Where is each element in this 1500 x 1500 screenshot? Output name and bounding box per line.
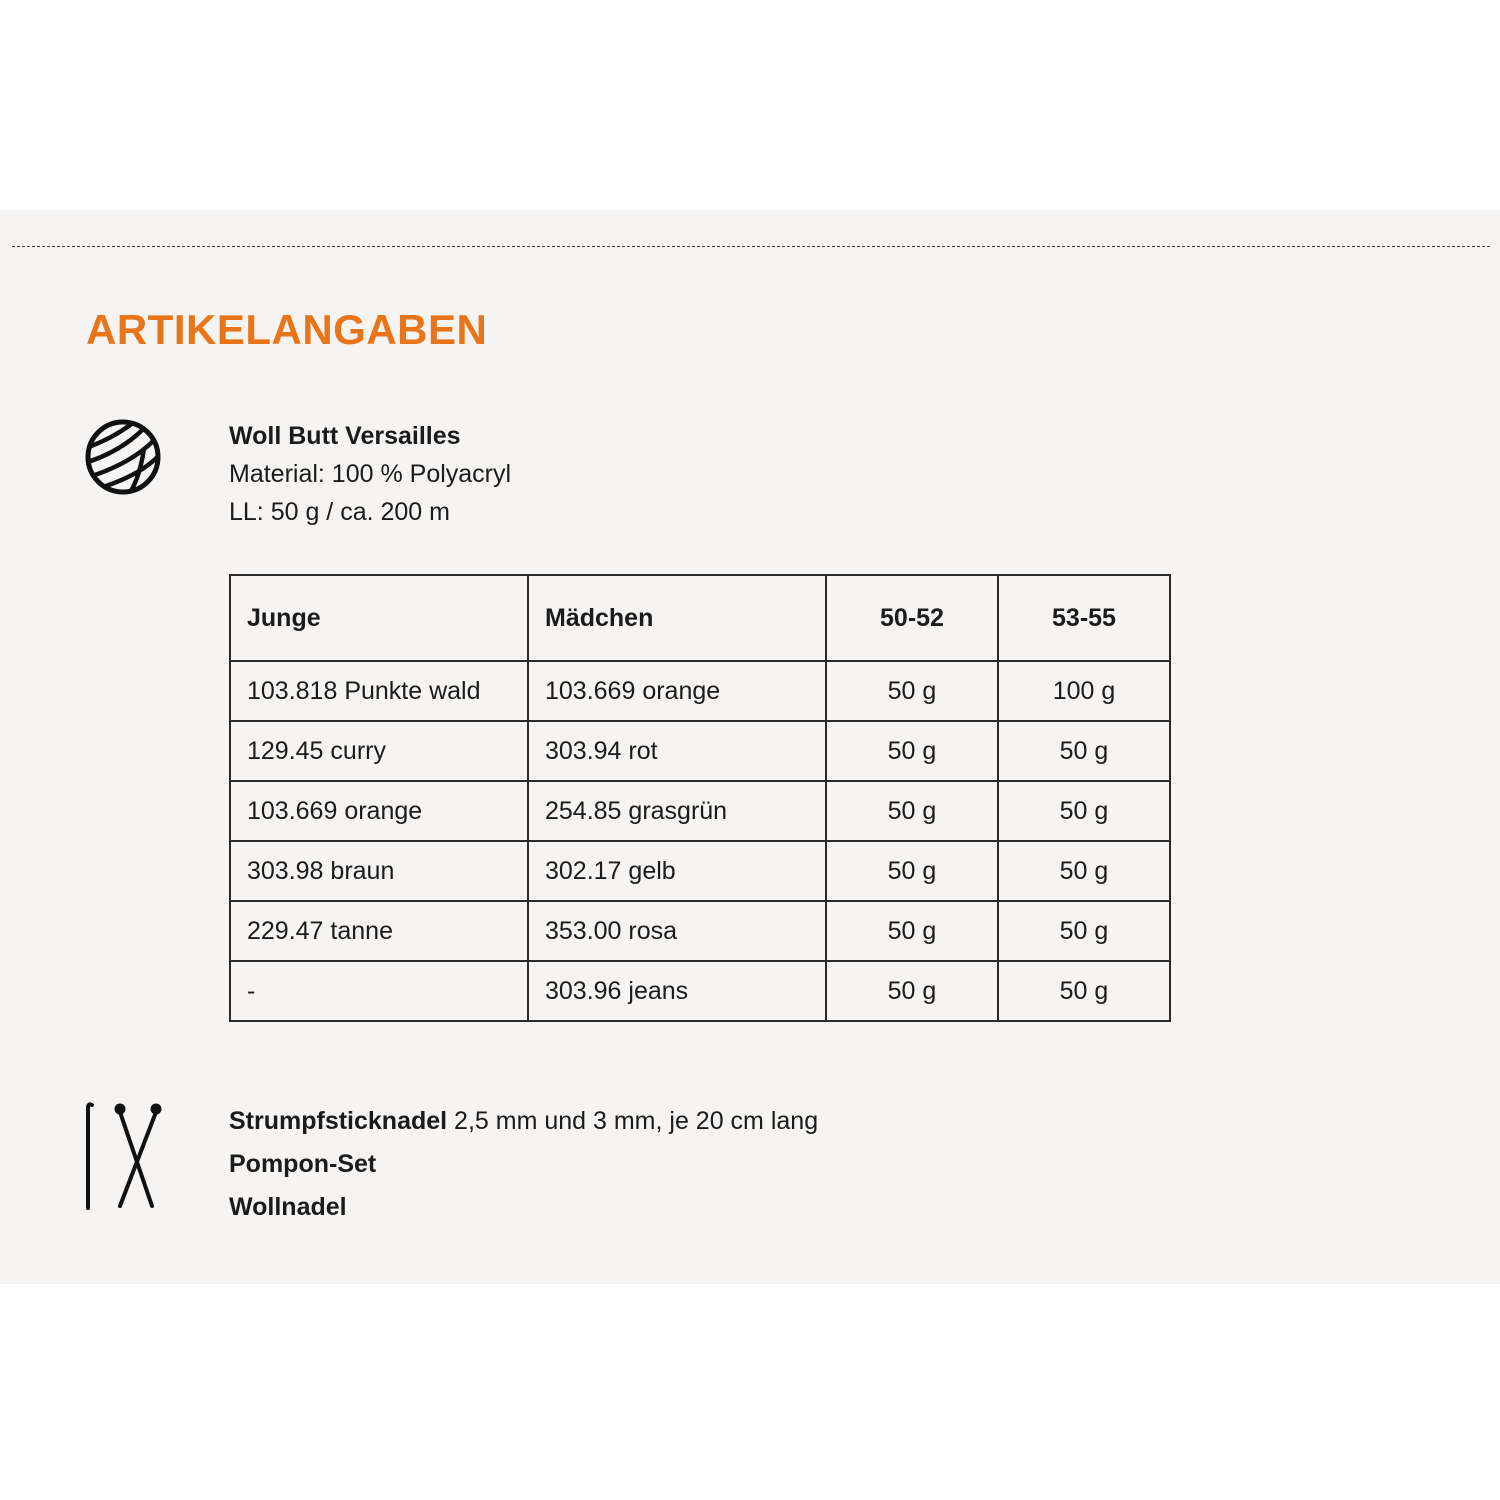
yarn-info [229,417,511,531]
tool-wool-needle: Wollnadel [229,1193,347,1221]
tool-pompon: Pompon-Set [229,1150,377,1178]
yarn-color-table [229,574,1171,1022]
tools-list [229,1100,818,1229]
table-row [230,901,1170,961]
header-size-53-55: 53-55 [998,575,1170,661]
table-row [230,841,1170,901]
cell-boy-color: 303.98 braun [230,841,528,901]
dashed-divider [12,246,1490,247]
cell-boy-color: 103.818 Punkte wald [230,661,528,721]
cell-amount-50-52: 50 g [826,961,998,1021]
table-row [230,781,1170,841]
table-row [230,721,1170,781]
cell-boy-color: - [230,961,528,1021]
cell-amount-53-55: 50 g [998,721,1170,781]
header-girl: Mädchen [528,575,826,661]
yarn-length: LL: 50 g / ca. 200 m [229,498,450,526]
cell-amount-50-52: 50 g [826,721,998,781]
cell-girl-color: 303.94 rot [528,721,826,781]
cell-amount-53-55: 50 g [998,901,1170,961]
cell-amount-53-55: 50 g [998,781,1170,841]
cell-boy-color: 129.45 curry [230,721,528,781]
table-row [230,661,1170,721]
header-boy: Junge [230,575,528,661]
table-header-row [230,575,1170,661]
section-title: ARTIKELANGABEN [86,306,488,353]
cell-amount-50-52: 50 g [826,841,998,901]
yarn-ball-icon [84,418,162,496]
cell-amount-53-55: 100 g [998,661,1170,721]
cell-girl-color: 302.17 gelb [528,841,826,901]
cell-amount-53-55: 50 g [998,961,1170,1021]
cell-boy-color: 103.669 orange [230,781,528,841]
cell-amount-50-52: 50 g [826,901,998,961]
knitting-needles-icon [80,1100,164,1210]
cell-amount-50-52: 50 g [826,781,998,841]
tool-needle [229,1100,818,1143]
cell-amount-50-52: 50 g [826,661,998,721]
cell-amount-53-55: 50 g [998,841,1170,901]
header-size-50-52: 50-52 [826,575,998,661]
yarn-material: Material: 100 % Polyacryl [229,460,512,488]
cell-girl-color: 254.85 grasgrün [528,781,826,841]
cell-girl-color: 303.96 jeans [528,961,826,1021]
tool-needle-name: Strumpfsticknadel [229,1107,448,1135]
table-row [230,961,1170,1021]
cell-girl-color: 353.00 rosa [528,901,826,961]
article-panel [0,210,1500,1284]
cell-boy-color: 229.47 tanne [230,901,528,961]
tool-needle-detail: 2,5 mm und 3 mm, je 20 cm lang [447,1107,819,1135]
cell-girl-color: 103.669 orange [528,661,826,721]
yarn-name: Woll Butt Versailles [229,422,461,450]
